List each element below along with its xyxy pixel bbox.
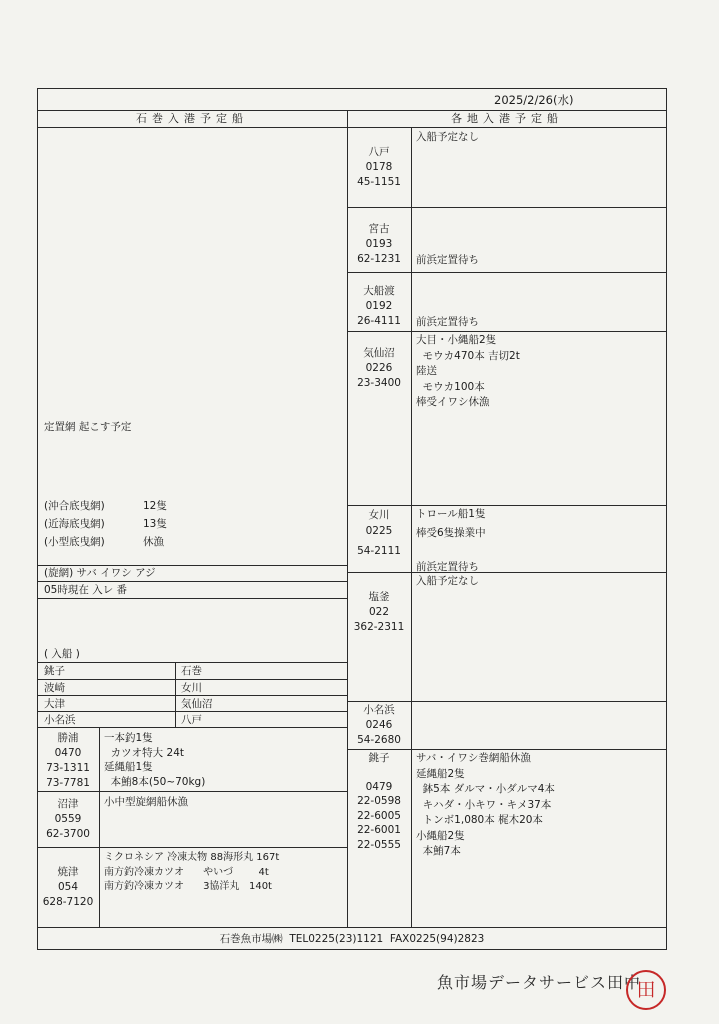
kesennuma-details bbox=[416, 333, 520, 411]
nyusen-label: ( 入船 ) bbox=[44, 648, 80, 660]
port-phone: 45-1151 bbox=[357, 176, 401, 188]
detail-line: モウカ100本 bbox=[416, 380, 485, 393]
port-phone: 0192 bbox=[365, 300, 393, 312]
detail-line: 本鮪7本 bbox=[416, 845, 461, 857]
port-name: 焼津 bbox=[57, 866, 79, 878]
katsuura-details bbox=[104, 731, 205, 789]
detail-line: 南方釣冷凍カツオ 3協洋丸 140t bbox=[104, 881, 272, 892]
detail-line: 一本釣1隻 bbox=[104, 732, 153, 744]
port-phone: 628-7120 bbox=[42, 896, 94, 908]
port-phone: 23-3400 bbox=[357, 377, 401, 389]
other-ports-header: 各地入港予定船 bbox=[451, 112, 563, 125]
detail-line: 入船予定なし bbox=[416, 131, 479, 143]
port-phone: 0470 bbox=[54, 747, 82, 759]
detail-line: 本鮪8本(50~70kg) bbox=[104, 775, 206, 788]
detail-line: 小縄船2隻 bbox=[416, 829, 465, 842]
detail-line: 大目・小縄船2隻 bbox=[416, 334, 497, 346]
onagawa-details bbox=[416, 507, 486, 575]
report-date: 2025/2/26(水) bbox=[494, 93, 574, 107]
choshi-details bbox=[416, 751, 555, 860]
port-name: 小名浜 bbox=[363, 704, 395, 716]
port-phone: 22-0555 bbox=[357, 838, 401, 851]
port-phone: 022 bbox=[368, 606, 390, 618]
makiami-line: (旋網) サバ イワシ アジ bbox=[44, 567, 156, 579]
port-hachinohe bbox=[347, 145, 411, 190]
detail-line: サバ・イワシ巻網船休漁 bbox=[416, 752, 531, 764]
ofunato-details bbox=[416, 315, 479, 330]
port-phone: 73-1311 bbox=[46, 762, 90, 774]
detail-line: トンボ1,080本 梶木20本 bbox=[416, 814, 543, 826]
port-name: 女川 bbox=[368, 509, 390, 521]
port-numazu bbox=[37, 797, 99, 842]
detail-line: 棒受イワシ休漁 bbox=[416, 396, 490, 408]
port-cell: 波崎 bbox=[44, 682, 65, 694]
detail-line: 前浜定置待ち bbox=[416, 254, 479, 266]
port-cell: 大津 bbox=[44, 698, 65, 710]
detail-line: 小中型旋網船休漁 bbox=[104, 796, 188, 808]
port-phone: 0246 bbox=[365, 719, 393, 731]
port-name: 銚子 bbox=[368, 752, 390, 764]
detail-line: カツオ特大 24t bbox=[104, 746, 184, 759]
shiogama-details bbox=[416, 574, 479, 589]
port-cell: 小名浜 bbox=[44, 714, 76, 726]
port-phone: 0226 bbox=[365, 362, 393, 374]
port-name: 勝浦 bbox=[57, 732, 79, 744]
port-phone: 22-6005 bbox=[357, 809, 401, 822]
trawl-label: (沖合底曳網) bbox=[44, 500, 105, 512]
seal-stamp: 田 bbox=[626, 970, 666, 1010]
port-phone: 0479 bbox=[365, 780, 393, 793]
ishinomaki-header: 石巻入港予定船 bbox=[136, 112, 248, 125]
hachinohe-details bbox=[416, 130, 479, 145]
port-phone: 73-7781 bbox=[46, 777, 90, 789]
port-cell: 八戸 bbox=[181, 714, 202, 726]
detail-line: 延縄船1隻 bbox=[104, 761, 153, 773]
port-miyako bbox=[347, 222, 411, 267]
port-onahama bbox=[347, 703, 411, 748]
detail-line: トロール船1隻 bbox=[416, 508, 486, 520]
detail-line: 前浜定置待ち bbox=[416, 561, 479, 573]
port-kesennuma bbox=[347, 346, 411, 391]
port-phone: 22-6001 bbox=[357, 824, 401, 836]
detail-line: 前浜定置待ち bbox=[416, 316, 479, 328]
port-phone: 22-0598 bbox=[357, 795, 401, 807]
port-name: 八戸 bbox=[368, 146, 390, 158]
trawl-value: 13隻 bbox=[143, 518, 167, 530]
port-cell: 女川 bbox=[181, 682, 202, 694]
port-onagawa bbox=[347, 507, 411, 559]
port-name: 宮古 bbox=[368, 223, 390, 235]
trawl-value: 休漁 bbox=[143, 536, 164, 548]
port-phone: 54-2680 bbox=[357, 734, 401, 746]
port-phone: 0559 bbox=[54, 813, 82, 825]
detail-line: 鉢5本 ダルマ・小ダルマ4本 bbox=[416, 783, 555, 795]
port-name: 塩釜 bbox=[368, 591, 390, 603]
port-name: 気仙沼 bbox=[363, 347, 395, 359]
trawl-value: 12隻 bbox=[143, 500, 167, 512]
teichi-note: 定置網 起こす予定 bbox=[44, 421, 132, 433]
port-phone: 26-4111 bbox=[357, 315, 401, 327]
port-cell: 石巻 bbox=[181, 665, 202, 677]
port-phone: 62-1231 bbox=[357, 253, 401, 265]
detail-line: 棒受6隻操業中 bbox=[416, 526, 486, 539]
port-cell: 気仙沼 bbox=[181, 698, 213, 710]
port-shiogama bbox=[347, 590, 411, 635]
detail-line: キハダ・小キワ・キメ37本 bbox=[416, 798, 552, 811]
detail-line: モウカ470本 吉切2t bbox=[416, 349, 520, 362]
port-phone: 0225 bbox=[365, 525, 393, 537]
port-name: 大船渡 bbox=[363, 285, 395, 297]
detail-line: 入船予定なし bbox=[416, 575, 479, 587]
numazu-details bbox=[104, 795, 188, 810]
port-katsuura bbox=[37, 731, 99, 791]
port-phone: 62-3700 bbox=[46, 828, 90, 840]
detail-line: 南方釣冷凍カツオ やいづ 4t bbox=[104, 866, 269, 878]
port-phone: 362-2311 bbox=[353, 621, 405, 633]
port-phone: 054 bbox=[57, 881, 79, 893]
miyako-details bbox=[416, 253, 479, 268]
detail-line: 陸送 bbox=[416, 365, 437, 377]
port-phone: 54-2111 bbox=[357, 545, 401, 557]
trawl-label: (小型底曳網) bbox=[44, 536, 105, 548]
handwritten-note: 魚市場データサービス田中 bbox=[437, 973, 642, 992]
detail-line: ミクロネシア 冷凍太物 88海形丸 167t bbox=[104, 852, 280, 863]
port-yaizu bbox=[37, 865, 99, 910]
port-phone: 0193 bbox=[365, 238, 393, 250]
port-cell: 銚子 bbox=[44, 665, 65, 677]
port-name: 沼津 bbox=[57, 798, 79, 810]
footer-contact: 石巻魚市場㈱ TEL0225(23)1121 FAX0225(94)2823 bbox=[219, 933, 485, 945]
port-ofunato bbox=[347, 284, 411, 329]
trawl-label: (近海底曳網) bbox=[44, 518, 105, 530]
port-phone: 0178 bbox=[365, 161, 393, 173]
yaizu-details bbox=[104, 851, 279, 895]
current-time-line: 05時現在 入レ 番 bbox=[44, 584, 128, 596]
port-choshi bbox=[347, 751, 411, 852]
detail-line: 延縄船2隻 bbox=[416, 767, 465, 780]
